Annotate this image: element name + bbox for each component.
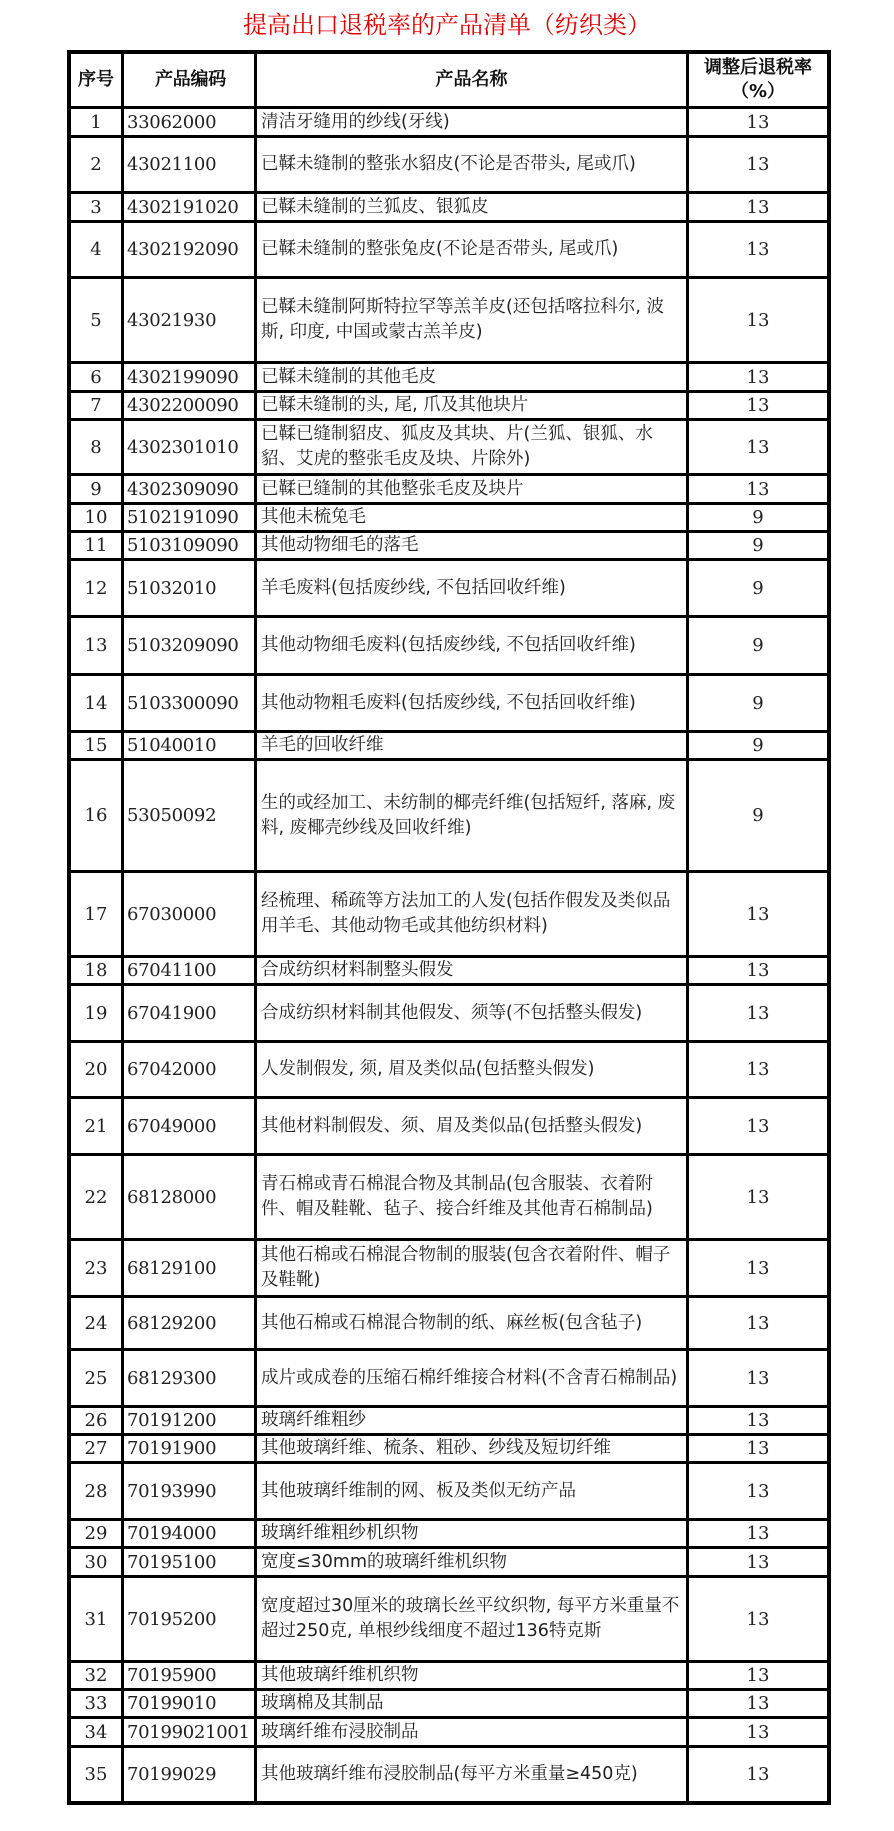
name-cell: 合成纺织材料制其他假发、须等(不包括整头假发) xyxy=(256,985,688,1042)
rate-cell: 13 xyxy=(688,1042,830,1098)
table-row xyxy=(69,957,829,985)
code-cell: 68129200 xyxy=(123,1297,256,1350)
rate-cell: 9 xyxy=(688,560,830,617)
code-cell: 33062000 xyxy=(123,108,256,137)
code-cell: 51032010 xyxy=(123,560,256,617)
rate-cell: 13 xyxy=(688,222,830,278)
table-row xyxy=(69,1297,829,1350)
code-cell: 70195200 xyxy=(123,1577,256,1662)
name-cell: 已鞣已缝制貂皮、狐皮及其块、片(兰狐、银狐、水貂、艾虎的整张毛皮及块、片除外) xyxy=(256,420,688,475)
rate-cell: 9 xyxy=(688,617,830,675)
name-cell: 玻璃棉及其制品 xyxy=(256,1690,688,1718)
name-cell: 人发制假发, 须, 眉及类似品(包括整头假发) xyxy=(256,1042,688,1098)
seq-cell: 35 xyxy=(69,1747,123,1803)
code-cell: 5102191090 xyxy=(123,504,256,532)
table-row xyxy=(69,675,829,732)
name-cell: 其他材料制假发、须、眉及类似品(包括整头假发) xyxy=(256,1098,688,1155)
name-cell: 玻璃纤维布浸胶制品 xyxy=(256,1718,688,1747)
name-cell: 已鞣未缝制的其他毛皮 xyxy=(256,363,688,392)
name-cell: 已鞣未缝制的整张兔皮(不论是否带头, 尾或爪) xyxy=(256,222,688,278)
product-table xyxy=(67,50,831,1805)
seq-cell: 24 xyxy=(69,1297,123,1350)
rate-cell: 13 xyxy=(688,1297,830,1350)
rate-cell: 9 xyxy=(688,732,830,760)
code-cell: 4302200090 xyxy=(123,392,256,420)
rate-cell: 13 xyxy=(688,957,830,985)
name-cell: 合成纺织材料制整头假发 xyxy=(256,957,688,985)
table-row xyxy=(69,732,829,760)
code-cell: 43021930 xyxy=(123,278,256,363)
rate-header-line1: 调整后退税率 xyxy=(704,57,812,78)
table-row xyxy=(69,1098,829,1155)
column-header-code: 产品编码 xyxy=(123,52,256,108)
code-cell: 68129100 xyxy=(123,1240,256,1297)
name-cell: 其他动物细毛的落毛 xyxy=(256,532,688,560)
table-row xyxy=(69,1520,829,1548)
seq-cell: 7 xyxy=(69,392,123,420)
seq-cell: 11 xyxy=(69,532,123,560)
table-row xyxy=(69,392,829,420)
rate-cell: 13 xyxy=(688,1155,830,1240)
table-row xyxy=(69,193,829,222)
table-row xyxy=(69,532,829,560)
table-body xyxy=(69,108,829,1803)
name-cell: 已鞣未缝制的兰狐皮、银狐皮 xyxy=(256,193,688,222)
seq-cell: 26 xyxy=(69,1407,123,1435)
table-row xyxy=(69,363,829,392)
name-cell: 其他动物细毛废料(包括废纱线, 不包括回收纤维) xyxy=(256,617,688,675)
name-cell: 其他玻璃纤维、梳条、粗砂、纱线及短切纤维 xyxy=(256,1435,688,1463)
seq-cell: 20 xyxy=(69,1042,123,1098)
rate-cell: 13 xyxy=(688,1718,830,1747)
table-row xyxy=(69,560,829,617)
rate-cell: 13 xyxy=(688,392,830,420)
rate-cell: 13 xyxy=(688,1548,830,1577)
table-row xyxy=(69,872,829,957)
seq-cell: 17 xyxy=(69,872,123,957)
seq-cell: 10 xyxy=(69,504,123,532)
seq-cell: 15 xyxy=(69,732,123,760)
code-cell: 70191200 xyxy=(123,1407,256,1435)
table-row xyxy=(69,1350,829,1407)
rate-cell: 13 xyxy=(688,137,830,193)
seq-cell: 9 xyxy=(69,475,123,504)
seq-cell: 18 xyxy=(69,957,123,985)
rate-cell: 13 xyxy=(688,985,830,1042)
code-cell: 70195100 xyxy=(123,1548,256,1577)
table-row xyxy=(69,1690,829,1718)
code-cell: 51040010 xyxy=(123,732,256,760)
seq-cell: 28 xyxy=(69,1463,123,1520)
name-cell: 其他玻璃纤维机织物 xyxy=(256,1662,688,1690)
code-cell: 4302192090 xyxy=(123,222,256,278)
table-row xyxy=(69,1577,829,1662)
name-cell: 已鞣未缝制的整张水貂皮(不论是否带头, 尾或爪) xyxy=(256,137,688,193)
code-cell: 4302301010 xyxy=(123,420,256,475)
name-cell: 成片或成卷的压缩石棉纤维接合材料(不含青石棉制品) xyxy=(256,1350,688,1407)
table-row xyxy=(69,475,829,504)
seq-cell: 25 xyxy=(69,1350,123,1407)
seq-cell: 27 xyxy=(69,1435,123,1463)
column-header-rate xyxy=(688,52,830,108)
rate-cell: 13 xyxy=(688,1690,830,1718)
name-cell: 已鞣已缝制的其他整张毛皮及块片 xyxy=(256,475,688,504)
rate-cell: 13 xyxy=(688,108,830,137)
name-cell: 其他石棉或石棉混合物制的服装(包含衣着附件、帽子及鞋靴) xyxy=(256,1240,688,1297)
table-row xyxy=(69,420,829,475)
name-cell: 已鞣未缝制的头, 尾, 爪及其他块片 xyxy=(256,392,688,420)
code-cell: 68129300 xyxy=(123,1350,256,1407)
code-cell: 5103300090 xyxy=(123,675,256,732)
seq-cell: 1 xyxy=(69,108,123,137)
code-cell: 4302199090 xyxy=(123,363,256,392)
name-cell: 已鞣未缝制阿斯特拉罕等羔羊皮(还包括喀拉科尔, 波斯, 印度, 中国或蒙古羔羊皮) xyxy=(256,278,688,363)
code-cell: 70193990 xyxy=(123,1463,256,1520)
seq-cell: 13 xyxy=(69,617,123,675)
table-row xyxy=(69,1435,829,1463)
seq-cell: 23 xyxy=(69,1240,123,1297)
seq-cell: 22 xyxy=(69,1155,123,1240)
name-cell: 其他石棉或石棉混合物制的纸、麻丝板(包含毡子) xyxy=(256,1297,688,1350)
code-cell: 53050092 xyxy=(123,760,256,872)
seq-cell: 33 xyxy=(69,1690,123,1718)
rate-cell: 13 xyxy=(688,1435,830,1463)
code-cell: 67049000 xyxy=(123,1098,256,1155)
name-cell: 宽度超过30厘米的玻璃长丝平纹织物, 每平方米重量不超过250克, 单根纱线细度不超过136特克斯 xyxy=(256,1577,688,1662)
code-cell: 43021100 xyxy=(123,137,256,193)
rate-cell: 13 xyxy=(688,872,830,957)
name-cell: 玻璃纤维粗纱 xyxy=(256,1407,688,1435)
code-cell: 5103109090 xyxy=(123,532,256,560)
name-cell: 其他玻璃纤维制的网、板及类似无纺产品 xyxy=(256,1463,688,1520)
rate-cell: 9 xyxy=(688,675,830,732)
code-cell: 70199029 xyxy=(123,1747,256,1803)
seq-cell: 29 xyxy=(69,1520,123,1548)
rate-cell: 9 xyxy=(688,532,830,560)
code-cell: 70191900 xyxy=(123,1435,256,1463)
rate-cell: 13 xyxy=(688,475,830,504)
code-cell: 70199021001 xyxy=(123,1718,256,1747)
name-cell: 青石棉或青石棉混合物及其制品(包含服装、衣着附件、帽及鞋靴、毡子、接合纤维及其他青石棉制品) xyxy=(256,1155,688,1240)
table-row xyxy=(69,1662,829,1690)
name-cell: 生的或经加工、未纺制的椰壳纤维(包括短纤, 落麻, 废料, 废椰壳纱线及回收纤维) xyxy=(256,760,688,872)
seq-cell: 21 xyxy=(69,1098,123,1155)
code-cell: 67041900 xyxy=(123,985,256,1042)
seq-cell: 4 xyxy=(69,222,123,278)
table-row xyxy=(69,1407,829,1435)
code-cell: 70194000 xyxy=(123,1520,256,1548)
rate-cell: 9 xyxy=(688,760,830,872)
name-cell: 宽度≤30mm的玻璃纤维机织物 xyxy=(256,1548,688,1577)
seq-cell: 19 xyxy=(69,985,123,1042)
column-header-name: 产品名称 xyxy=(256,52,688,108)
rate-cell: 13 xyxy=(688,1520,830,1548)
seq-cell: 2 xyxy=(69,137,123,193)
rate-cell: 13 xyxy=(688,1407,830,1435)
rate-cell: 13 xyxy=(688,1747,830,1803)
seq-cell: 5 xyxy=(69,278,123,363)
code-cell: 67030000 xyxy=(123,872,256,957)
seq-cell: 14 xyxy=(69,675,123,732)
seq-cell: 12 xyxy=(69,560,123,617)
code-cell: 4302309090 xyxy=(123,475,256,504)
table-row xyxy=(69,137,829,193)
table-header-row xyxy=(69,52,829,108)
name-cell: 清洁牙缝用的纱线(牙线) xyxy=(256,108,688,137)
code-cell: 67041100 xyxy=(123,957,256,985)
rate-header-line2: （%） xyxy=(730,81,786,102)
code-cell: 4302191020 xyxy=(123,193,256,222)
table-row xyxy=(69,1240,829,1297)
table-row xyxy=(69,1718,829,1747)
name-cell: 羊毛的回收纤维 xyxy=(256,732,688,760)
seq-cell: 8 xyxy=(69,420,123,475)
rate-cell: 13 xyxy=(688,363,830,392)
table-row xyxy=(69,222,829,278)
rate-cell: 13 xyxy=(688,1577,830,1662)
name-cell: 玻璃纤维粗纱机织物 xyxy=(256,1520,688,1548)
table-row xyxy=(69,108,829,137)
table-row xyxy=(69,1155,829,1240)
seq-cell: 3 xyxy=(69,193,123,222)
table-row xyxy=(69,504,829,532)
seq-cell: 31 xyxy=(69,1577,123,1662)
rate-cell: 13 xyxy=(688,1463,830,1520)
name-cell: 其他玻璃纤维布浸胶制品(每平方米重量≥450克) xyxy=(256,1747,688,1803)
name-cell: 羊毛废料(包括废纱线, 不包括回收纤维) xyxy=(256,560,688,617)
table-row xyxy=(69,1463,829,1520)
code-cell: 68128000 xyxy=(123,1155,256,1240)
seq-cell: 16 xyxy=(69,760,123,872)
rate-cell: 13 xyxy=(688,1098,830,1155)
code-cell: 70195900 xyxy=(123,1662,256,1690)
rate-cell: 13 xyxy=(688,278,830,363)
seq-cell: 30 xyxy=(69,1548,123,1577)
name-cell: 经梳理、稀疏等方法加工的人发(包括作假发及类似品用羊毛、其他动物毛或其他纺织材料) xyxy=(256,872,688,957)
rate-cell: 13 xyxy=(688,1662,830,1690)
table-row xyxy=(69,985,829,1042)
table-row xyxy=(69,617,829,675)
rate-cell: 13 xyxy=(688,1350,830,1407)
rate-cell: 13 xyxy=(688,1240,830,1297)
name-cell: 其他动物粗毛废料(包括废纱线, 不包括回收纤维) xyxy=(256,675,688,732)
name-cell: 其他未梳兔毛 xyxy=(256,504,688,532)
table-row xyxy=(69,760,829,872)
table-row xyxy=(69,1548,829,1577)
column-header-seq: 序号 xyxy=(69,52,123,108)
seq-cell: 32 xyxy=(69,1662,123,1690)
table-row xyxy=(69,278,829,363)
rate-cell: 9 xyxy=(688,504,830,532)
code-cell: 67042000 xyxy=(123,1042,256,1098)
seq-cell: 34 xyxy=(69,1718,123,1747)
rate-cell: 13 xyxy=(688,420,830,475)
code-cell: 5103209090 xyxy=(123,617,256,675)
table-row xyxy=(69,1747,829,1803)
rate-cell: 13 xyxy=(688,193,830,222)
seq-cell: 6 xyxy=(69,363,123,392)
page-title: 提高出口退税率的产品清单（纺织类） xyxy=(243,11,651,39)
table-row xyxy=(69,1042,829,1098)
code-cell: 70199010 xyxy=(123,1690,256,1718)
